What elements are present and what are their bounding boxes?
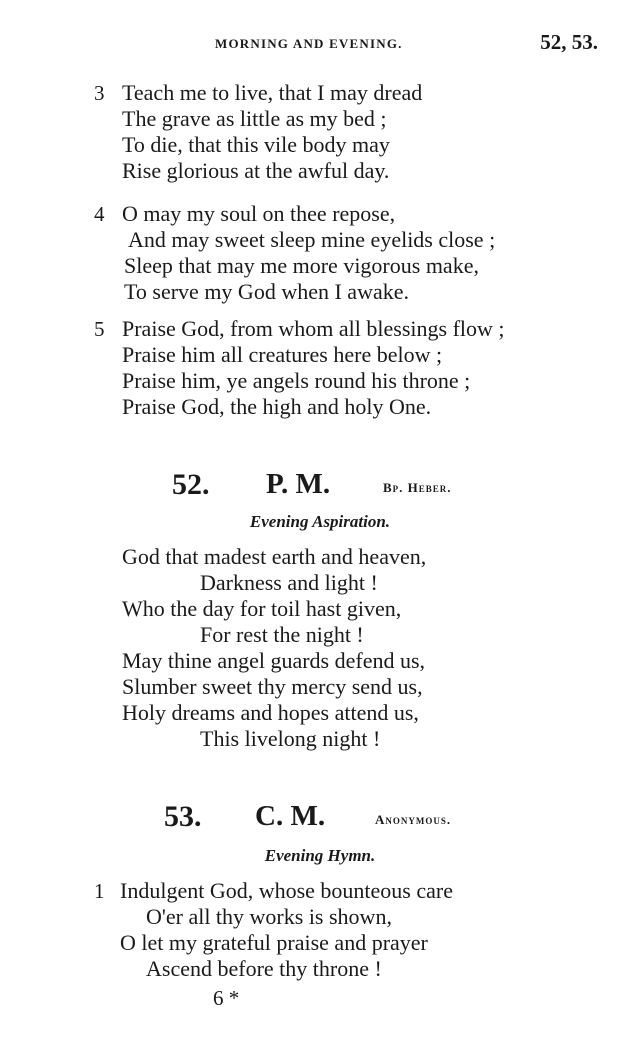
verse-line: O may my soul on thee repose, — [122, 201, 396, 226]
verse-line: Teach me to live, that I may dread — [122, 80, 423, 105]
hymn-meter: P. M. — [266, 468, 331, 500]
hymn-meter: C. M. — [255, 800, 326, 832]
verse-line: Praise God, from whom all blessings flow ; — [122, 316, 505, 341]
page-numbers: 52, 53. — [540, 30, 598, 54]
hymn-number: 52. — [172, 468, 210, 501]
verse-line: Holy dreams and hopes attend us, — [122, 700, 419, 725]
hymn-number: 53. — [164, 800, 202, 833]
verse-line: Who the day for toil hast given, — [122, 596, 402, 621]
verse-line: Darkness and light ! — [200, 570, 378, 595]
hymn-author: Anonymous. — [375, 812, 452, 827]
verse-line: Sleep that may me more vigorous make, — [124, 253, 479, 278]
verse-line: This livelong night ! — [200, 726, 381, 751]
verse-line: Indulgent God, whose bounteous care — [120, 878, 453, 903]
stanza-number: 4 — [94, 202, 105, 226]
verse-line: The grave as little as my bed ; — [122, 106, 387, 131]
hymn-53-heading — [0, 800, 640, 836]
verse-line: And may sweet sleep mine eyelids close ; — [128, 227, 496, 252]
verse-line: Ascend before thy throne ! — [146, 956, 382, 981]
running-head-title: MORNING AND EVENING. — [215, 36, 403, 51]
running-head — [0, 30, 640, 58]
verse-line: Rise glorious at the awful day. — [122, 158, 390, 183]
verse-line: Praise him, ye angels round his throne ; — [122, 368, 471, 393]
verse-line: May thine angel guards defend us, — [122, 648, 426, 673]
hymn-52-heading — [0, 468, 640, 504]
verse-line: Praise him all creatures here below ; — [122, 342, 443, 367]
hymn-subtitle: Evening Hymn. — [264, 846, 376, 865]
hymn-subtitle: Evening Aspiration. — [249, 512, 391, 531]
verse-line: Praise God, the high and holy One. — [122, 394, 432, 419]
verse-line: To die, that this vile body may — [122, 132, 390, 157]
verse-line: God that madest earth and heaven, — [122, 544, 427, 569]
hymn-author: Bp. Heber. — [383, 480, 452, 495]
verse-line: To serve my God when I awake. — [124, 279, 409, 304]
stanza-number: 1 — [94, 879, 105, 903]
verse-line: O'er all thy works is shown, — [146, 904, 392, 929]
verse-line: Slumber sweet thy mercy send us, — [122, 674, 423, 699]
signature-mark: 6 * — [213, 986, 240, 1010]
verse-line: For rest the night ! — [200, 622, 364, 647]
verse-line: O let my grateful praise and prayer — [120, 930, 428, 955]
stanza-number: 3 — [94, 81, 105, 105]
stanza-number: 5 — [94, 317, 105, 341]
